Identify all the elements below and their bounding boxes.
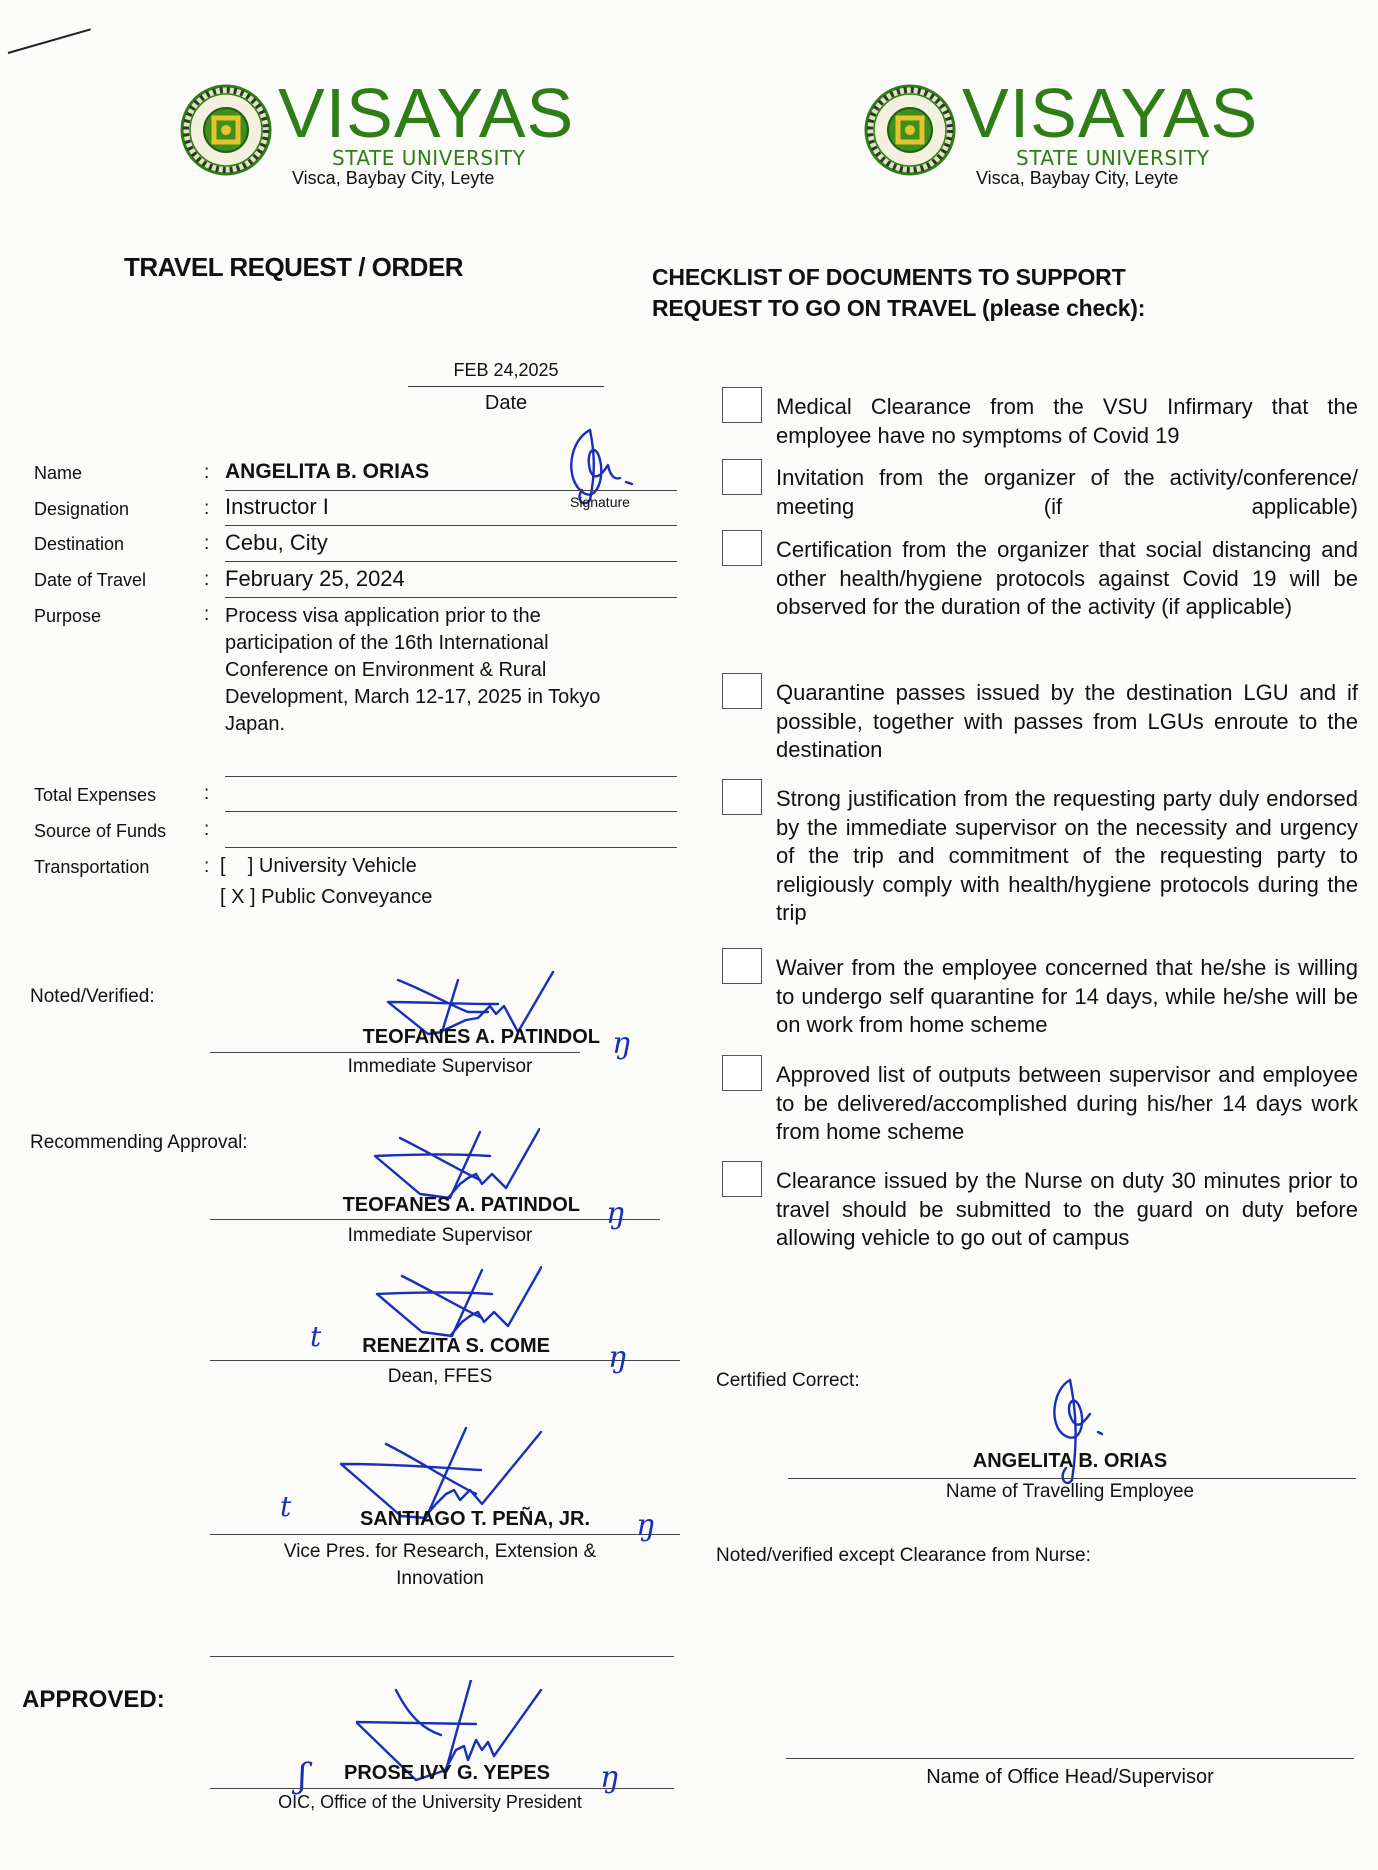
checklist-item-waiver: Waiver from the employee concerned that he/she is willing to undergo self quarantine for 14 days, while he/she will be on work from home scheme bbox=[776, 955, 1358, 1037]
purpose-label: Purpose bbox=[34, 606, 102, 626]
signer-4-initial-prefix: t bbox=[280, 1490, 292, 1523]
designation-label: Designation bbox=[34, 499, 130, 519]
field-colon: : bbox=[204, 819, 210, 840]
checklist-checkbox-strong-justification[interactable] bbox=[722, 779, 762, 815]
transport-option-label: Public Conveyance bbox=[261, 886, 433, 908]
university-address: Visca, Baybay City, Leyte bbox=[976, 168, 1179, 188]
signer-2-title: Immediate Supervisor bbox=[347, 1225, 533, 1246]
checklist-item-strong-justification: Strong justification from the requesting party duly endorsed by the immediate supervisor on the necessity and urgency of the trip and commitment of the requesting party to religiously comply with health/hygiene protocols during the trip bbox=[776, 786, 1358, 925]
stray-pen-mark bbox=[8, 28, 91, 54]
university-name: VISAYAS bbox=[962, 74, 1259, 152]
signer-3-initial-prefix: t bbox=[310, 1320, 322, 1353]
employee-name: ANGELITA B. ORIAS bbox=[972, 1450, 1168, 1472]
signer-1-name: TEOFANES A. PATINDOL bbox=[362, 1026, 600, 1048]
checklist-checkbox-invitation[interactable] bbox=[722, 459, 762, 495]
checklist-title bbox=[652, 262, 1145, 324]
transport-checkbox-mark[interactable]: [ ] bbox=[220, 855, 254, 877]
destination-label: Destination bbox=[34, 534, 125, 554]
office-head-title: Name of Office Head/Supervisor bbox=[926, 1766, 1214, 1788]
checklist-checkbox-nurse-clearance[interactable] bbox=[722, 1161, 762, 1197]
signer-4-line bbox=[210, 1534, 680, 1535]
purpose-underline bbox=[225, 776, 677, 777]
checklist-title-line-2: REQUEST TO GO ON TRAVEL (please check): bbox=[652, 295, 1146, 321]
signer-3-name: RENEZITA S. COME bbox=[362, 1335, 550, 1357]
transport-option-public-conveyance[interactable] bbox=[220, 886, 432, 909]
field-colon: : bbox=[204, 569, 210, 590]
name-value: ANGELITA B. ORIAS bbox=[225, 460, 430, 483]
transport-option-university-vehicle[interactable] bbox=[220, 855, 417, 878]
request-date-value: FEB 24,2025 bbox=[453, 360, 559, 380]
total-expenses-label: Total Expenses bbox=[34, 785, 157, 805]
transport-checkbox-mark[interactable]: [ X ] bbox=[220, 886, 256, 908]
recommending-approval-label: Recommending Approval: bbox=[30, 1132, 248, 1153]
destination-underline bbox=[225, 561, 677, 562]
signer-1-title: Immediate Supervisor bbox=[347, 1056, 533, 1077]
right-university-logo bbox=[864, 74, 1259, 194]
field-colon: : bbox=[204, 498, 210, 519]
checklist-checkbox-certification[interactable] bbox=[722, 530, 762, 566]
checklist-item-invitation: Invitation from the organizer of the activity/conference/ meeting (if applicable) bbox=[776, 465, 1358, 519]
signer-5-title: OIC, Office of the University President bbox=[278, 1792, 582, 1812]
employee-title: Name of Travelling Employee bbox=[945, 1481, 1195, 1502]
designation-underline bbox=[225, 525, 677, 526]
name-underline bbox=[225, 490, 677, 491]
signer-1-line bbox=[210, 1052, 580, 1053]
signer-5-initial: ŋ bbox=[600, 1760, 620, 1795]
checklist-checkbox-medical-clearance[interactable] bbox=[722, 387, 762, 423]
source-of-funds-label: Source of Funds bbox=[34, 821, 167, 841]
field-colon: : bbox=[204, 533, 210, 554]
employee-signature-line bbox=[788, 1478, 1356, 1479]
checklist-checkbox-approved-outputs[interactable] bbox=[722, 1055, 762, 1091]
designation-value: Instructor I bbox=[225, 494, 329, 519]
university-seal-icon bbox=[180, 84, 272, 176]
field-colon: : bbox=[204, 856, 210, 877]
left-university-logo bbox=[180, 74, 575, 194]
purpose-value: Process visa application prior to the participation of the 16th International Conference on Environment & Rural Development, March 12-17, 2025 in Tokyo Japan. bbox=[225, 605, 601, 735]
signer-5-name: PROSE IVY G. YEPES bbox=[343, 1762, 550, 1784]
checklist-item-nurse-clearance: Clearance issued by the Nurse on duty 30 minutes prior to travel should be submitted to the guard on duty before allowing vehicle to go out of campus bbox=[776, 1168, 1358, 1250]
signer-2-initial: ŋ bbox=[606, 1196, 626, 1231]
field-colon: : bbox=[204, 604, 210, 625]
signer-4-title: Vice Pres. for Research, Extension & Innovation bbox=[283, 1541, 597, 1589]
university-address: Visca, Baybay City, Leyte bbox=[292, 168, 495, 188]
source-of-funds-input-line[interactable] bbox=[225, 847, 677, 848]
office-head-signature-line bbox=[786, 1758, 1354, 1759]
checklist-item-approved-outputs: Approved list of outputs between supervisor and employee to be delivered/accomplished during his/her 14 days work from home scheme bbox=[776, 1062, 1358, 1144]
university-subtitle: STATE UNIVERSITY bbox=[332, 146, 526, 170]
destination-value: Cebu, City bbox=[225, 530, 328, 555]
noted-except-nurse-label: Noted/verified except Clearance from Nurse: bbox=[716, 1545, 1091, 1566]
date-label: Date bbox=[484, 392, 528, 414]
signer-4-initial: ŋ bbox=[636, 1508, 656, 1543]
name-label: Name bbox=[34, 463, 83, 483]
noted-verified-label: Noted/Verified: bbox=[30, 986, 155, 1007]
signer-3-initial: ŋ bbox=[608, 1340, 628, 1375]
signer-5-initial-prefix: ʃ bbox=[298, 1756, 308, 1796]
signature-label: Signature bbox=[570, 494, 630, 510]
certified-correct-label: Certified Correct: bbox=[716, 1370, 860, 1391]
checklist-item-quarantine-passes: Quarantine passes issued by the destination LGU and if possible, together with passes from LGUs enroute to the destination bbox=[776, 680, 1358, 762]
signer-4-name: SANTIAGO T. PEÑA, JR. bbox=[359, 1508, 590, 1530]
university-name: VISAYAS bbox=[278, 74, 575, 152]
date-of-travel-value: February 25, 2024 bbox=[225, 566, 405, 591]
transport-option-label: University Vehicle bbox=[258, 855, 417, 877]
approved-label: APPROVED: bbox=[22, 1686, 165, 1713]
checklist-checkbox-quarantine-passes[interactable] bbox=[722, 673, 762, 709]
signer-3-title: Dean, FFES bbox=[387, 1366, 493, 1387]
checklist-title-line-1: CHECKLIST OF DOCUMENTS TO SUPPORT bbox=[652, 264, 1126, 290]
field-colon: : bbox=[204, 462, 210, 483]
total-expenses-input-line[interactable] bbox=[225, 811, 677, 812]
date-underline bbox=[408, 386, 604, 387]
signer-2-line bbox=[210, 1219, 660, 1220]
signer-1-initial: ŋ bbox=[612, 1026, 632, 1061]
blank-signature-line bbox=[210, 1656, 674, 1657]
checklist-item-certification: Certification from the organizer that social distancing and other health/hygiene protocols against Covid 19 will be observed for the duration of the activity (if applicable) bbox=[776, 537, 1358, 619]
signer-2-name: TEOFANES A. PATINDOL bbox=[342, 1194, 580, 1216]
university-seal-icon bbox=[864, 84, 956, 176]
travel-request-title: TRAVEL REQUEST / ORDER bbox=[124, 252, 464, 282]
date-of-travel-label: Date of Travel bbox=[34, 570, 147, 590]
checklist-checkbox-waiver[interactable] bbox=[722, 948, 762, 984]
transportation-label: Transportation bbox=[34, 857, 150, 877]
date-of-travel-underline bbox=[225, 597, 677, 598]
field-colon: : bbox=[204, 783, 210, 804]
university-subtitle: STATE UNIVERSITY bbox=[1016, 146, 1210, 170]
checklist-item-medical-clearance: Medical Clearance from the VSU Infirmary that the employee have no symptoms of Covid 19 bbox=[776, 394, 1358, 448]
